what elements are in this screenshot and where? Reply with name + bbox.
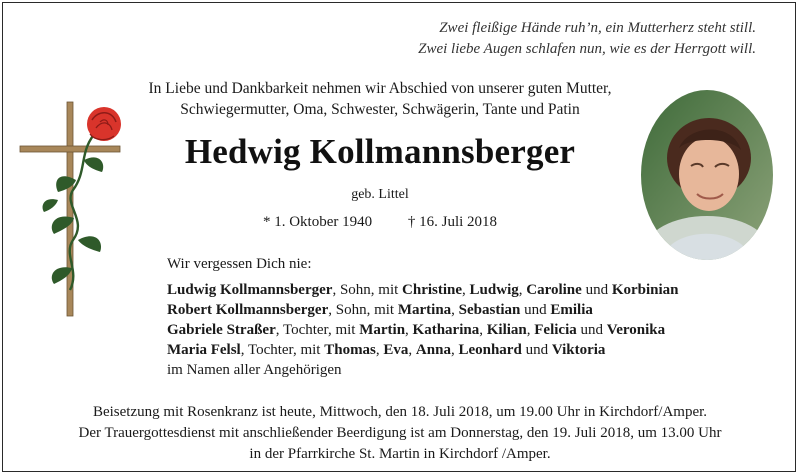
birth-name: geb. Littel bbox=[351, 187, 409, 202]
mourner-relation-text: , bbox=[408, 342, 416, 358]
mourner-relation-text: , Sohn, mit bbox=[332, 282, 403, 298]
mourner-relation-text: , bbox=[450, 342, 459, 358]
mourner-name: Felicia bbox=[534, 322, 577, 338]
mourner-relation-text: und bbox=[581, 282, 612, 298]
service-line-3: in der Pfarrkirche St. Martin in Kirchdorf /Amper. bbox=[249, 446, 551, 462]
mourner-relation-text: , bbox=[451, 302, 459, 318]
birth-date: * 1. Oktober 1940 bbox=[262, 214, 373, 230]
service-line-2: Der Trauergottesdienst mit anschließender Beerdigung ist am Donnerstag, den 19. Juli 2018, um 13.00 Uhr bbox=[78, 425, 722, 441]
mourner-relation-text: und bbox=[576, 322, 607, 338]
mourner-relation-text: , Tochter, mit bbox=[240, 342, 325, 358]
life-dates bbox=[120, 212, 640, 232]
mourner-name: Robert Kollmannsberger bbox=[167, 302, 329, 318]
mourner-name: Ludwig Kollmannsberger bbox=[167, 282, 333, 298]
mourner-relation-text: , bbox=[526, 322, 535, 338]
mourner-name: Thomas bbox=[324, 342, 376, 358]
mourner-relation-text: , bbox=[405, 322, 413, 338]
mourners-list bbox=[167, 280, 767, 380]
mourner-name: Caroline bbox=[526, 282, 582, 298]
portrait-photo bbox=[641, 90, 773, 260]
mourner-row bbox=[167, 360, 767, 380]
mourner-name: Gabriele Straßer bbox=[167, 322, 276, 338]
mourner-row bbox=[167, 320, 767, 340]
mourner-relation-text: , Tochter, mit bbox=[275, 322, 360, 338]
mourner-name: Leonhard bbox=[458, 342, 522, 358]
mourner-relation-text: und bbox=[521, 342, 552, 358]
mourner-name: Ludwig bbox=[469, 282, 519, 298]
mourner-name: Veronika bbox=[606, 322, 666, 338]
deceased-name: Hedwig Kollmannsberger bbox=[184, 132, 576, 171]
mourner-row bbox=[167, 300, 767, 320]
mourner-name: Martin bbox=[359, 322, 406, 338]
service-info bbox=[20, 402, 780, 465]
mourner-name: Sebastian bbox=[458, 302, 521, 318]
mourner-relation-text: , bbox=[462, 282, 470, 298]
mourner-relation-text: im Namen aller Angehörigen bbox=[167, 362, 342, 378]
mourner-name: Maria Felsl bbox=[167, 342, 241, 358]
portrait-illustration bbox=[641, 90, 773, 260]
mourner-relation-text: , bbox=[479, 322, 487, 338]
mourners-heading: Wir vergessen Dich nie: bbox=[167, 256, 312, 272]
mourner-name: Martina bbox=[397, 302, 452, 318]
intro-line-2: Schwiegermutter, Oma, Schwester, Schwägerin, Tante und Patin bbox=[180, 101, 580, 118]
mourner-row bbox=[167, 280, 767, 300]
mourner-name: Christine bbox=[402, 282, 463, 298]
mourner-name: Kilian bbox=[486, 322, 527, 338]
death-date: † 16. Juli 2018 bbox=[407, 214, 498, 230]
mourner-name: Emilia bbox=[550, 302, 593, 318]
mourner-relation-text: , bbox=[375, 342, 384, 358]
mourner-relation-text: , Sohn, mit bbox=[328, 302, 398, 318]
mourner-row bbox=[167, 340, 767, 360]
mourner-relation-text: und bbox=[520, 302, 551, 318]
intro-line-1: In Liebe und Dankbarkeit nehmen wir Abschied von unserer guten Mutter, bbox=[148, 80, 612, 97]
poem bbox=[296, 18, 756, 60]
mourner-relation-text: , bbox=[518, 282, 527, 298]
mourner-name: Katharina bbox=[412, 322, 480, 338]
poem-line-1: Zwei fleißige Hände ruh’n, ein Mutterherz steht still. bbox=[439, 20, 756, 36]
service-line-1: Beisetzung mit Rosenkranz ist heute, Mittwoch, den 18. Juli 2018, um 19.00 Uhr in Kirchdorf/Amper. bbox=[92, 404, 708, 420]
mourner-name: Anna bbox=[415, 342, 451, 358]
mourner-name: Korbinian bbox=[611, 282, 679, 298]
intro-text bbox=[120, 78, 640, 120]
mourner-name: Viktoria bbox=[551, 342, 606, 358]
mourner-name: Eva bbox=[383, 342, 409, 358]
poem-line-2: Zwei liebe Augen schlafen nun, wie es der Herrgott will. bbox=[418, 41, 756, 57]
